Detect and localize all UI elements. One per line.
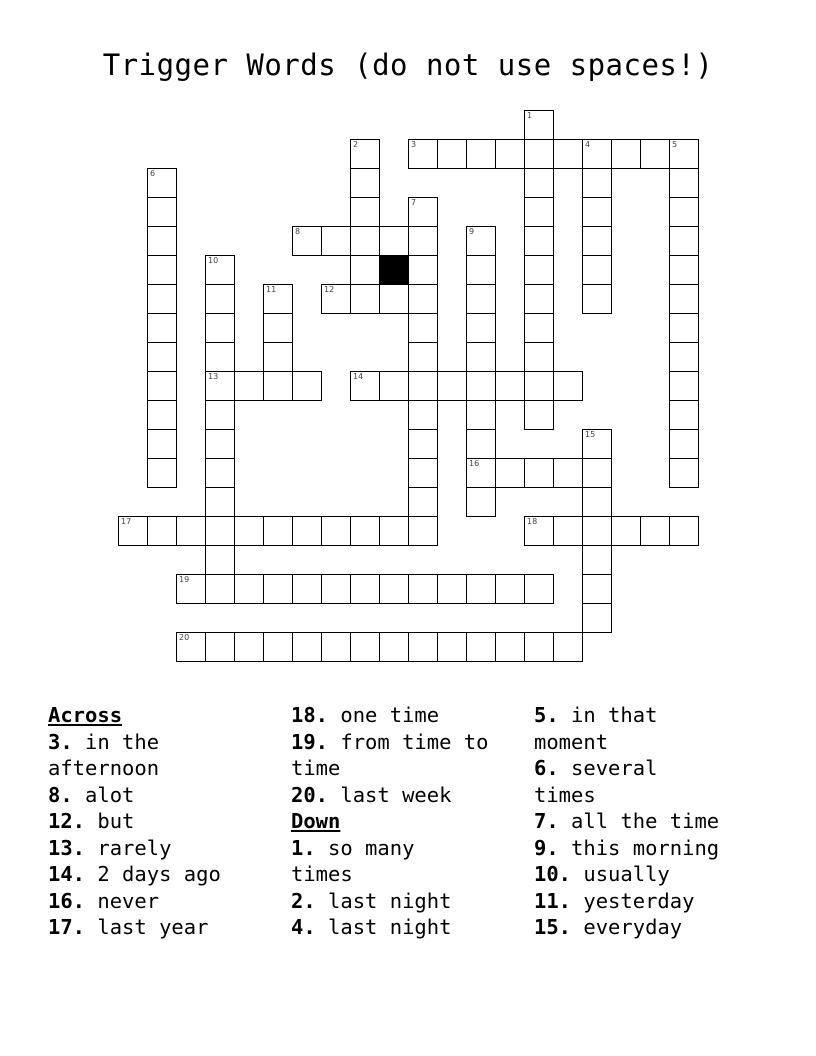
grid-cell[interactable] bbox=[408, 574, 438, 604]
puzzle-title: Trigger Words (do not use spaces!) bbox=[102, 48, 714, 82]
clue-column-3 bbox=[534, 702, 774, 941]
grid-cell[interactable] bbox=[292, 371, 322, 401]
grid-cell[interactable] bbox=[466, 255, 496, 285]
clue-number: 8 bbox=[295, 227, 301, 236]
clue-label-number: 19. bbox=[291, 729, 329, 754]
grid-cell[interactable] bbox=[437, 574, 467, 604]
clue-item: 2. last night bbox=[291, 888, 452, 913]
grid-cell[interactable] bbox=[669, 168, 699, 198]
grid-cell[interactable] bbox=[466, 313, 496, 343]
grid-cell[interactable] bbox=[582, 197, 612, 227]
clue-number: 1 bbox=[527, 111, 533, 120]
grid-cell[interactable] bbox=[379, 574, 409, 604]
grid-cell[interactable] bbox=[147, 400, 177, 430]
grid-cell[interactable] bbox=[147, 342, 177, 372]
clue-number: 11 bbox=[266, 285, 277, 294]
grid-cell[interactable] bbox=[118, 516, 148, 546]
grid-cell[interactable] bbox=[495, 139, 525, 169]
grid-cell[interactable] bbox=[263, 371, 293, 401]
grid-cell[interactable] bbox=[292, 574, 322, 604]
clue-item: 17. last year bbox=[48, 915, 209, 939]
clue-label-number: 16. bbox=[48, 888, 86, 913]
grid-cell[interactable] bbox=[611, 139, 641, 169]
grid-cell[interactable] bbox=[640, 516, 670, 546]
grid-cell[interactable] bbox=[350, 284, 380, 314]
grid-cell[interactable] bbox=[147, 458, 177, 488]
grid-cell[interactable] bbox=[350, 197, 380, 227]
grid-cell[interactable] bbox=[350, 632, 380, 662]
clue-text-continuation: times bbox=[291, 862, 353, 886]
clue-number: 20 bbox=[179, 633, 190, 642]
grid-cell[interactable] bbox=[205, 632, 235, 662]
grid-cell[interactable] bbox=[553, 458, 583, 488]
grid-cell[interactable] bbox=[205, 255, 235, 285]
grid-cell[interactable] bbox=[524, 516, 554, 546]
grid-cell[interactable] bbox=[321, 284, 351, 314]
grid-cell[interactable] bbox=[553, 371, 583, 401]
grid-cell[interactable] bbox=[437, 139, 467, 169]
clue-item: 5. in that moment bbox=[534, 702, 774, 755]
grid-cell[interactable] bbox=[466, 342, 496, 372]
grid-cell[interactable] bbox=[466, 458, 496, 488]
clue-item: 1. so many times bbox=[291, 835, 531, 888]
grid-cell[interactable] bbox=[524, 632, 554, 662]
grid-cell[interactable] bbox=[582, 603, 612, 633]
grid-cell[interactable] bbox=[466, 284, 496, 314]
grid-cell[interactable] bbox=[524, 168, 554, 198]
clue-text-continuation: times bbox=[534, 782, 596, 807]
grid-cell[interactable] bbox=[669, 313, 699, 343]
clue-number: 3 bbox=[411, 140, 417, 149]
clue-label-number: 13. bbox=[48, 835, 86, 860]
grid-cell[interactable] bbox=[437, 632, 467, 662]
clue-item: 7. all the time bbox=[534, 809, 720, 833]
grid-cell[interactable] bbox=[176, 632, 206, 662]
grid-cell[interactable] bbox=[582, 284, 612, 314]
clue-item: 8. alot bbox=[48, 782, 135, 807]
grid-cell[interactable] bbox=[408, 371, 438, 401]
grid-cell[interactable] bbox=[408, 429, 438, 459]
grid-cell[interactable] bbox=[379, 632, 409, 662]
grid-cell[interactable] bbox=[582, 429, 612, 459]
grid-cell[interactable] bbox=[669, 400, 699, 430]
grid-cell[interactable] bbox=[379, 284, 409, 314]
grid-cell[interactable] bbox=[582, 516, 612, 546]
grid-cell[interactable] bbox=[437, 371, 467, 401]
grid-cell[interactable] bbox=[263, 516, 293, 546]
grid-cell[interactable] bbox=[234, 574, 264, 604]
grid-cell[interactable] bbox=[205, 342, 235, 372]
grid-cell[interactable] bbox=[669, 284, 699, 314]
grid-cell[interactable] bbox=[379, 371, 409, 401]
clue-item: 12. but bbox=[48, 809, 135, 833]
clue-text-continuation: afternoon bbox=[48, 756, 160, 780]
grid-cell[interactable] bbox=[524, 574, 554, 604]
grid-cell[interactable] bbox=[611, 516, 641, 546]
clue-label-number: 10. bbox=[534, 862, 572, 886]
grid-cell[interactable] bbox=[205, 487, 235, 517]
grid-cell[interactable] bbox=[292, 632, 322, 662]
grid-cell[interactable] bbox=[582, 139, 612, 169]
clue-number: 2 bbox=[353, 140, 359, 149]
grid-cell[interactable] bbox=[495, 574, 525, 604]
grid-cell[interactable] bbox=[321, 632, 351, 662]
clue-item: 11. yesterday bbox=[534, 888, 695, 913]
grid-cell[interactable] bbox=[350, 371, 380, 401]
grid-cell[interactable] bbox=[205, 545, 235, 575]
clue-number: 7 bbox=[411, 198, 417, 207]
grid-cell[interactable] bbox=[292, 226, 322, 256]
clue-item: 15. everyday bbox=[534, 915, 683, 939]
clue-number: 18 bbox=[527, 517, 538, 526]
grid-cell[interactable] bbox=[582, 487, 612, 517]
grid-cell[interactable] bbox=[408, 487, 438, 517]
clue-item: 6. several times bbox=[534, 755, 774, 808]
black-cell bbox=[379, 255, 409, 285]
grid-cell[interactable] bbox=[582, 255, 612, 285]
grid-cell[interactable] bbox=[524, 255, 554, 285]
grid-cell[interactable] bbox=[205, 371, 235, 401]
grid-cell[interactable] bbox=[408, 226, 438, 256]
grid-cell[interactable] bbox=[524, 284, 554, 314]
grid-cell[interactable] bbox=[466, 429, 496, 459]
grid-cell[interactable] bbox=[582, 545, 612, 575]
across-heading: Across bbox=[48, 703, 123, 727]
grid-cell[interactable] bbox=[466, 632, 496, 662]
clue-label-number: 12. bbox=[48, 809, 86, 833]
grid-cell[interactable] bbox=[669, 139, 699, 169]
grid-cell[interactable] bbox=[524, 110, 554, 140]
grid-cell[interactable] bbox=[205, 574, 235, 604]
clue-label-number: 8. bbox=[48, 782, 73, 807]
grid-cell[interactable] bbox=[350, 226, 380, 256]
grid-cell[interactable] bbox=[524, 342, 554, 372]
grid-cell[interactable] bbox=[466, 371, 496, 401]
grid-cell[interactable] bbox=[408, 139, 438, 169]
grid-cell[interactable] bbox=[495, 371, 525, 401]
grid-cell[interactable] bbox=[408, 313, 438, 343]
clue-column-2 bbox=[291, 702, 531, 941]
grid-cell[interactable] bbox=[553, 139, 583, 169]
grid-cell[interactable] bbox=[234, 371, 264, 401]
grid-cell[interactable] bbox=[466, 139, 496, 169]
grid-cell[interactable] bbox=[524, 313, 554, 343]
clue-label-number: 5. bbox=[534, 703, 559, 727]
grid-cell[interactable] bbox=[408, 197, 438, 227]
clue-item: 13. rarely bbox=[48, 835, 172, 860]
grid-cell[interactable] bbox=[147, 226, 177, 256]
grid-cell[interactable] bbox=[669, 255, 699, 285]
clue-item: 4. last night bbox=[291, 915, 452, 939]
grid-cell[interactable] bbox=[408, 516, 438, 546]
clue-number: 12 bbox=[324, 285, 335, 294]
clue-number: 5 bbox=[672, 140, 678, 149]
grid-cell[interactable] bbox=[669, 429, 699, 459]
clue-number: 9 bbox=[469, 227, 475, 236]
clue-item: 19. from time to time bbox=[291, 729, 531, 782]
grid-cell[interactable] bbox=[669, 197, 699, 227]
grid-cell[interactable] bbox=[147, 516, 177, 546]
grid-cell[interactable] bbox=[524, 400, 554, 430]
down-heading: Down bbox=[291, 809, 341, 833]
grid-cell[interactable] bbox=[495, 632, 525, 662]
grid-cell[interactable] bbox=[669, 226, 699, 256]
grid-cell[interactable] bbox=[495, 458, 525, 488]
grid-cell[interactable] bbox=[466, 487, 496, 517]
grid-cell[interactable] bbox=[640, 139, 670, 169]
clue-label-number: 17. bbox=[48, 915, 86, 939]
grid-cell[interactable] bbox=[669, 371, 699, 401]
grid-cell[interactable] bbox=[379, 516, 409, 546]
clue-label-number: 4. bbox=[291, 915, 316, 939]
grid-cell[interactable] bbox=[147, 429, 177, 459]
grid-cell[interactable] bbox=[669, 458, 699, 488]
grid-cell[interactable] bbox=[234, 516, 264, 546]
grid-cell[interactable] bbox=[147, 168, 177, 198]
grid-cell[interactable] bbox=[147, 197, 177, 227]
grid-cell[interactable] bbox=[292, 516, 322, 546]
clue-number: 16 bbox=[469, 459, 480, 468]
clue-item: 18. one time bbox=[291, 703, 440, 727]
grid-cell[interactable] bbox=[524, 197, 554, 227]
grid-cell[interactable] bbox=[524, 458, 554, 488]
grid-cell[interactable] bbox=[669, 516, 699, 546]
clue-label-number: 18. bbox=[291, 703, 329, 727]
grid-cell[interactable] bbox=[263, 574, 293, 604]
clue-item: 9. this morning bbox=[534, 835, 720, 860]
grid-cell[interactable] bbox=[408, 632, 438, 662]
grid-cell[interactable] bbox=[176, 574, 206, 604]
clue-item: 14. 2 days ago bbox=[48, 862, 221, 886]
grid-cell[interactable] bbox=[350, 139, 380, 169]
grid-cell[interactable] bbox=[205, 313, 235, 343]
grid-cell[interactable] bbox=[524, 139, 554, 169]
grid-cell[interactable] bbox=[466, 574, 496, 604]
grid-cell[interactable] bbox=[582, 574, 612, 604]
grid-cell[interactable] bbox=[350, 516, 380, 546]
clue-number: 10 bbox=[208, 256, 219, 265]
grid-cell[interactable] bbox=[524, 371, 554, 401]
grid-cell[interactable] bbox=[147, 284, 177, 314]
clue-number: 13 bbox=[208, 372, 219, 381]
grid-cell[interactable] bbox=[205, 458, 235, 488]
grid-cell[interactable] bbox=[466, 400, 496, 430]
grid-cell[interactable] bbox=[263, 342, 293, 372]
clue-number: 15 bbox=[585, 430, 596, 439]
clue-number: 14 bbox=[353, 372, 364, 381]
grid-cell[interactable] bbox=[408, 284, 438, 314]
clue-number: 19 bbox=[179, 575, 190, 584]
clue-label-number: 2. bbox=[291, 888, 316, 913]
grid-cell[interactable] bbox=[408, 342, 438, 372]
clue-text-continuation: moment bbox=[534, 729, 609, 754]
clue-label-number: 14. bbox=[48, 862, 86, 886]
grid-cell[interactable] bbox=[553, 632, 583, 662]
grid-cell[interactable] bbox=[582, 458, 612, 488]
grid-cell[interactable] bbox=[582, 168, 612, 198]
grid-cell[interactable] bbox=[321, 574, 351, 604]
clue-number: 6 bbox=[150, 169, 156, 178]
grid-cell[interactable] bbox=[147, 371, 177, 401]
grid-cell[interactable] bbox=[669, 342, 699, 372]
grid-cell[interactable] bbox=[408, 255, 438, 285]
grid-cell[interactable] bbox=[408, 400, 438, 430]
grid-cell[interactable] bbox=[263, 632, 293, 662]
clue-label-number: 9. bbox=[534, 835, 559, 860]
clue-column-1 bbox=[48, 702, 288, 941]
grid-cell[interactable] bbox=[582, 226, 612, 256]
grid-cell[interactable] bbox=[408, 458, 438, 488]
grid-cell[interactable] bbox=[524, 226, 554, 256]
clue-label-number: 20. bbox=[291, 782, 329, 807]
clue-label-number: 11. bbox=[534, 888, 572, 913]
grid-cell[interactable] bbox=[147, 313, 177, 343]
grid-cell[interactable] bbox=[350, 255, 380, 285]
clue-text-continuation: time bbox=[291, 756, 341, 780]
clue-number: 4 bbox=[585, 140, 591, 149]
grid-cell[interactable] bbox=[466, 226, 496, 256]
grid-cell[interactable] bbox=[350, 574, 380, 604]
grid-cell[interactable] bbox=[553, 516, 583, 546]
clue-item: 10. usually bbox=[534, 862, 670, 886]
clue-label-number: 1. bbox=[291, 835, 316, 860]
grid-cell[interactable] bbox=[147, 255, 177, 285]
grid-cell[interactable] bbox=[379, 226, 409, 256]
grid-cell[interactable] bbox=[263, 313, 293, 343]
clue-label-number: 15. bbox=[534, 915, 572, 939]
grid-cell[interactable] bbox=[176, 516, 206, 546]
grid-cell[interactable] bbox=[234, 632, 264, 662]
clue-item: 16. never bbox=[48, 888, 160, 913]
grid-cell[interactable] bbox=[205, 284, 235, 314]
grid-cell[interactable] bbox=[205, 429, 235, 459]
grid-cell[interactable] bbox=[350, 168, 380, 198]
clue-item: 3. in the afternoon bbox=[48, 729, 288, 782]
grid-cell[interactable] bbox=[205, 400, 235, 430]
clue-number: 17 bbox=[121, 517, 132, 526]
clue-label-number: 7. bbox=[534, 809, 559, 833]
grid-cell[interactable] bbox=[263, 284, 293, 314]
grid-cell[interactable] bbox=[321, 226, 351, 256]
grid-cell[interactable] bbox=[205, 516, 235, 546]
clue-item: 20. last week bbox=[291, 782, 452, 807]
clue-label-number: 6. bbox=[534, 756, 559, 780]
clue-label-number: 3. bbox=[48, 729, 73, 754]
grid-cell[interactable] bbox=[321, 516, 351, 546]
